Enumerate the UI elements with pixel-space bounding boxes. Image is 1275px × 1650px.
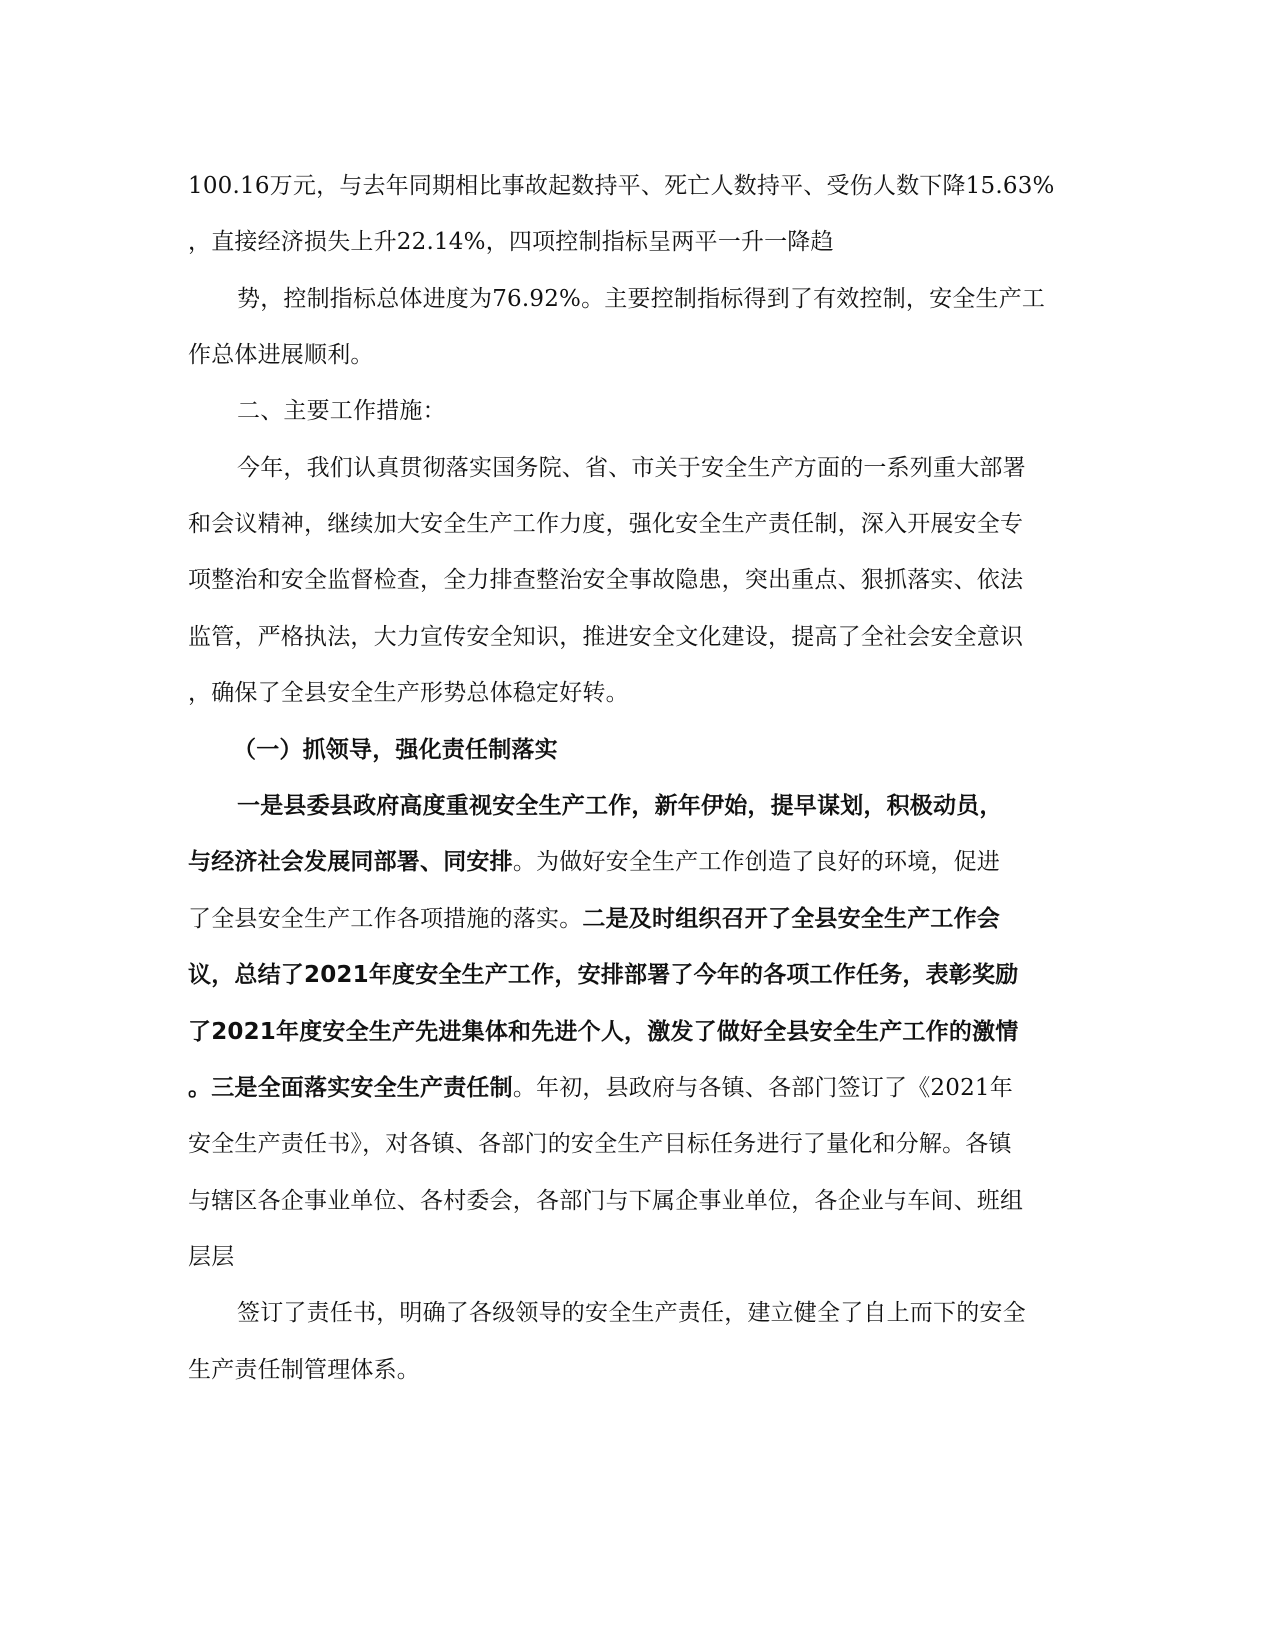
paragraph-4-line-9: 层层 bbox=[188, 1244, 235, 1270]
paragraph-4-line-5: 了2021年度安全生产先进集体和先进个人，激发了做好全县安全生产工作的激情 bbox=[188, 1019, 1019, 1045]
paragraph-4-line-2-rest: 。为做好安全生产工作创造了良好的环境，促进 bbox=[512, 849, 1001, 875]
paragraph-5-line-1: 签订了责任书，明确了各级领导的安全生产责任，建立健全了自上而下的安全 bbox=[237, 1300, 1026, 1326]
paragraph-3-line-4: 监管，严格执法，大力宣传安全知识，推进安全文化建设，提高了全社会安全意识 bbox=[188, 624, 1024, 650]
paragraph-4-line-4: 议，总结了2021年度安全生产工作，安排部署了今年的各项工作任务，表彰奖励 bbox=[188, 962, 1019, 988]
paragraph-3-line-1: 今年，我们认真贯彻落实国务院、省、市关于安全生产方面的一系列重大部署 bbox=[237, 455, 1026, 481]
paragraph-4-line-7: 安全生产责任书》，对各镇、各部门的安全生产目标任务进行了量化和分解。各镇 bbox=[188, 1131, 1012, 1157]
paragraph-2-line-2: 作总体进展顺利。 bbox=[188, 342, 374, 368]
paragraph-2-line-1: 势，控制指标总体进度为76.92%。主要控制指标得到了有效控制，安全生产工 bbox=[237, 286, 1046, 312]
paragraph-3-line-2: 和会议精神，继续加大安全生产工作力度，强化安全生产责任制，深入开展安全专 bbox=[188, 511, 1024, 537]
sub-heading: （一）抓领导，强化责任制落实 bbox=[233, 737, 558, 763]
paragraph-4-line-3-bold: 二是及时组织召开了全县安全生产工作会 bbox=[582, 906, 1001, 932]
paragraph-1-line-2: ，直接经济损失上升22.14%，四项控制指标呈两平一升一降趋 bbox=[188, 229, 834, 255]
paragraph-1-line-1: 100.16万元，与去年同期相比事故起数持平、死亡人数持平、受伤人数下降15.63% bbox=[188, 173, 1055, 199]
paragraph-4-line-3-rest: 了全县安全生产工作各项措施的落实。 bbox=[188, 906, 583, 932]
paragraph-3-line-5: ，确保了全县安全生产形势总体稳定好转。 bbox=[188, 680, 629, 706]
paragraph-4-line-1: 一是县委县政府高度重视安全生产工作，新年伊始，提早谋划，积极动员， bbox=[237, 793, 1003, 819]
paragraph-4-line-2 bbox=[188, 846, 1000, 878]
section-heading: 二、主要工作措施： bbox=[237, 398, 446, 424]
paragraph-4-line-2-bold: 与经济社会发展同部署、同安排 bbox=[188, 849, 513, 875]
paragraph-3-line-3: 项整治和安全监督检查，全力排查整治安全事故隐患，突出重点、狠抓落实、依法 bbox=[188, 567, 1024, 593]
paragraph-4-line-6-rest: 。年初，县政府与各镇、各部门签订了《2021年 bbox=[512, 1075, 1013, 1101]
paragraph-4-line-6 bbox=[188, 1072, 1013, 1104]
paragraph-5-line-2: 生产责任制管理体系。 bbox=[188, 1357, 420, 1383]
paragraph-4-line-8: 与辖区各企事业单位、各村委会，各部门与下属企事业单位，各企业与车间、班组 bbox=[188, 1188, 1024, 1214]
paragraph-4-line-6-bold: 。三是全面落实安全生产责任制 bbox=[188, 1075, 513, 1101]
paragraph-4-line-3 bbox=[188, 903, 1000, 935]
